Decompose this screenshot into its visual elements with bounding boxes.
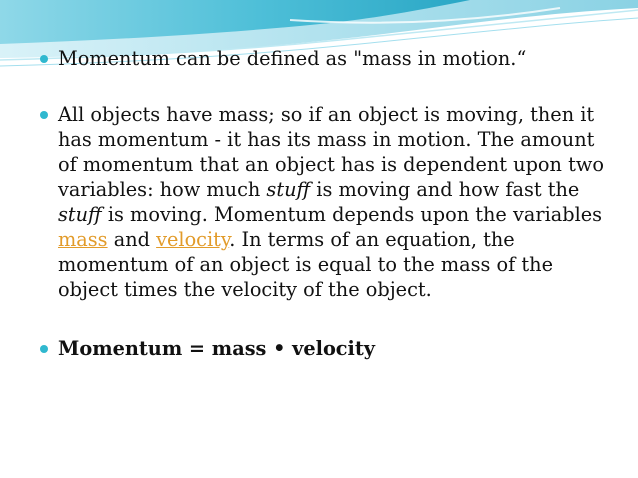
explanation-text-4: and [107,228,157,251]
slide-body [40,46,610,361]
explanation-text-1: All objects have mass; so if an object is moving, then it has momentum - it has its mass in motion. The amount of momentum that an object has is dependent upon two variables: how much [58,103,604,201]
explanation-text-3: is moving. Momentum depends upon the variables [101,203,603,226]
bullet-dot-icon [40,55,48,63]
velocity-link[interactable]: velocity [156,228,230,251]
stuff-emphasis: stuff [266,178,311,201]
momentum-equation: Momentum = mass • velocity [58,337,375,360]
mass-link[interactable]: mass [58,228,108,251]
explanation-text-5: . In terms of an equation, the momentum of an object is equal to the mass of the object times the velocity of the object. [58,228,554,301]
stuff-emphasis: stuff [58,203,102,226]
bullet-dot-icon [40,111,48,119]
bullet-explanation [40,102,610,302]
bullet-definition-text: Momentum can be defined as "mass in motion.“ [58,47,527,70]
bullet-dot-icon [40,345,48,353]
explanation-text-2: is moving and how fast the [310,178,580,201]
bullet-equation [40,336,610,361]
bullet-definition [40,46,610,71]
